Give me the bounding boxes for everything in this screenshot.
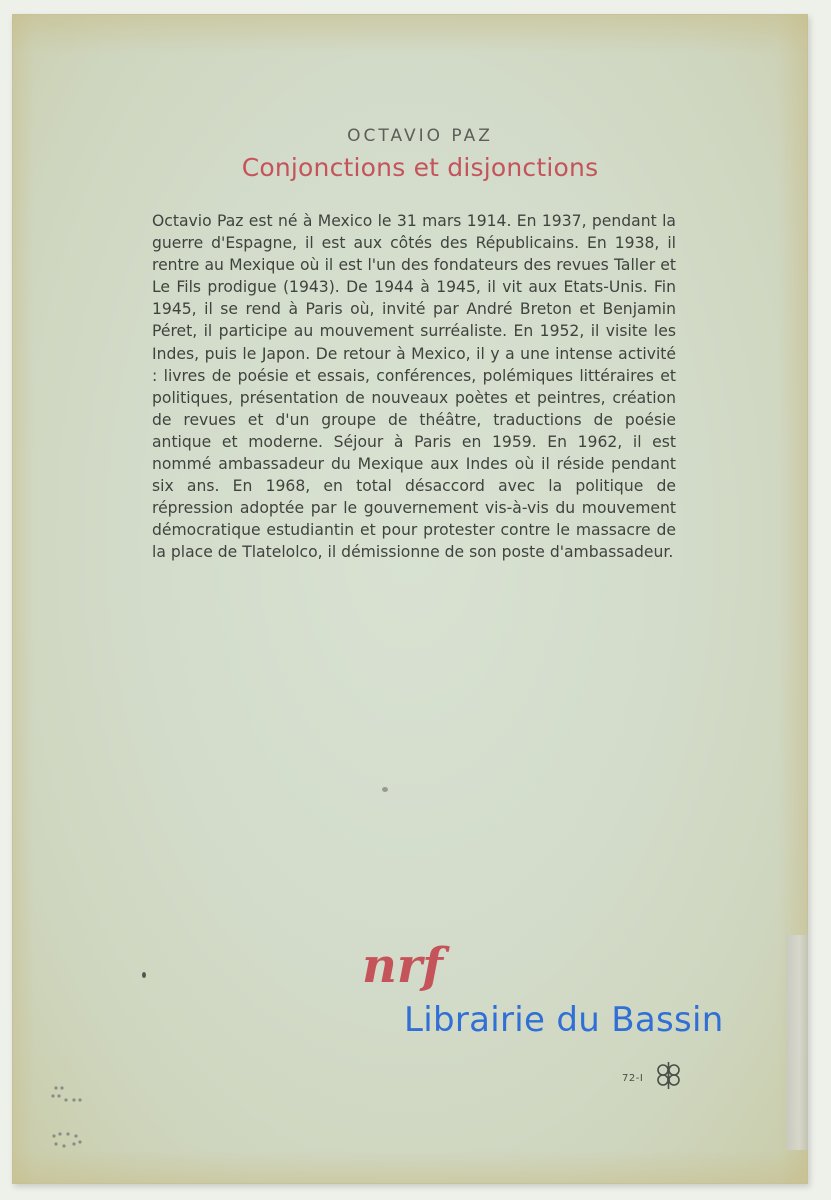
book-title: Conjonctions et disjonctions [241,153,599,182]
nrf-logo-icon [358,930,468,1000]
tape-strip [786,935,808,1150]
nrf-logo-text: nrf [362,938,443,994]
catalog-code: 72-I [622,1073,644,1084]
cover-aging-bottom [12,1150,808,1184]
author-biography: Octavio Paz est né à Mexico le 31 mars 1914. En 1937, pendant la guerre d'Espagne, il est aux côtés des Républicains. En 1938, il rentre au Mexique où il est l'un des fondateurs des revues Taller et Le Fils prodigue (1943). De 1944 à 1945, il vit aux Etats-Unis. Fin 1945, il se rend à Paris où, invité par André Breton et Benjamin Péret, il participe au mouvement surréaliste. En 1952, il visite les Indes, puis le Japon. De retour à Mexico, il y a une intense activité : livres de poésie et essais, conférences, polémiques littéraires et politiques, présentation de nouveaux poètes et peintres, création de revues et d'un groupe de théâtre, traductions de poésie antique et moderne. Séjour à Paris en 1959. En 1962, il est nommé ambassadeur du Mexique aux Indes où il réside pendant six ans. En 1968, en total désaccord avec la politique de répression adoptée par le gouvernement vis-à-vis du mouvement démocratique estudiantin et pour protester contre le massacre de la place de Tlatelolco, il démissionne de son poste d'ambassadeur. [152,212,676,562]
embossed-dots-icon-2 [48,1128,88,1152]
bookseller-watermark: Librairie du Bassin [404,1000,724,1040]
embossed-dots-icon [48,1082,88,1106]
ink-speck [142,972,146,978]
cover-aging-left [12,14,34,1184]
paper-speck [382,787,388,792]
author-name: OCTAVIO PAZ [347,126,493,146]
flower-emblem-icon [652,1058,686,1092]
cover-aging-top [12,14,808,54]
